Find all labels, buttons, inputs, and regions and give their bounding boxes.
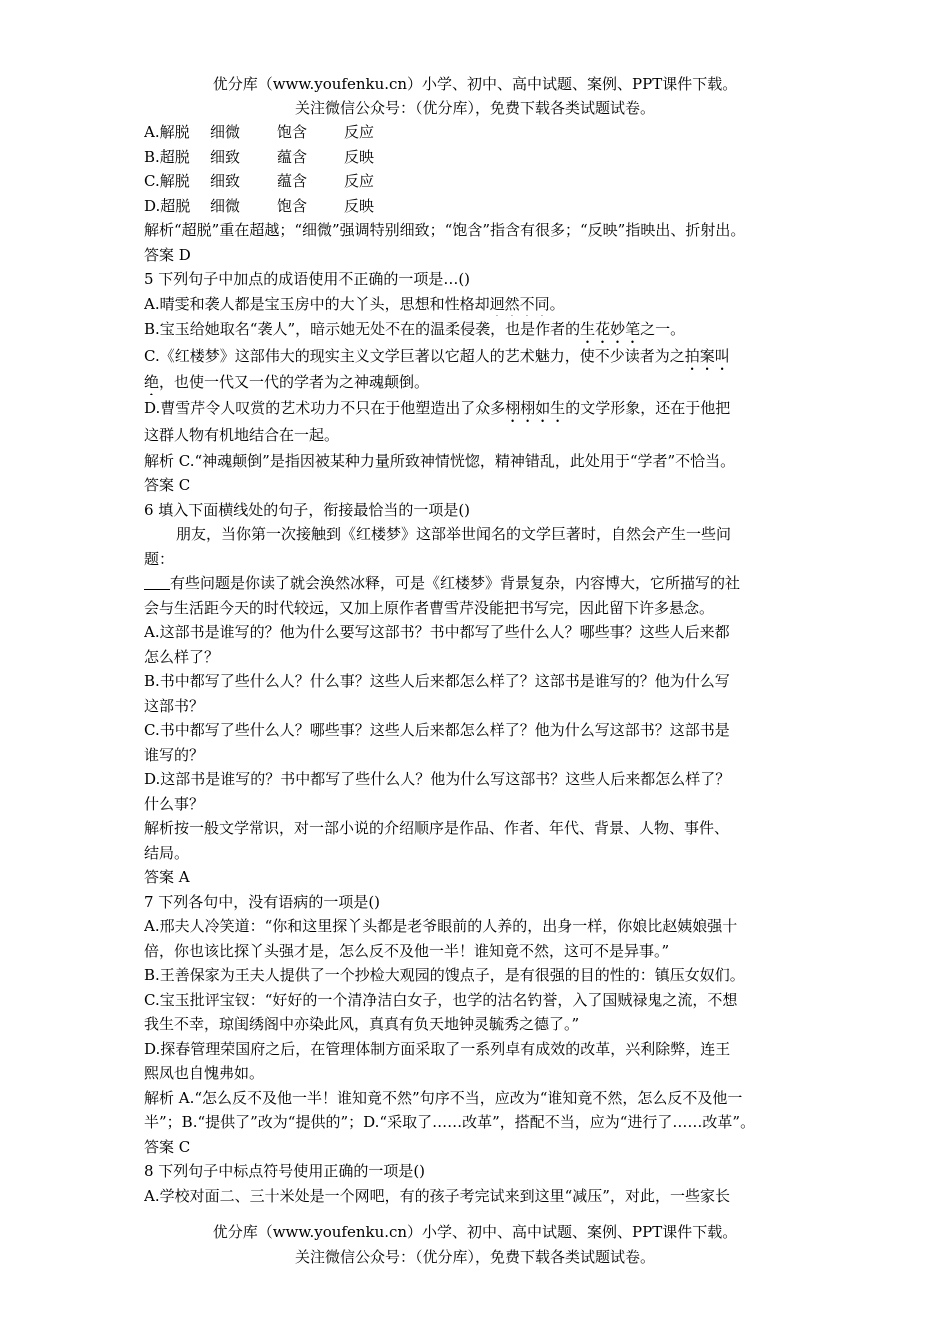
q6-option-c-line-2: 谁写的？ [144,745,205,764]
q6-passage-line-1: 朋友，当你第一次接触到《红楼梦》这部举世闻名的文学巨著时，自然会产生一些问 [176,525,732,543]
q7-option-a-line-1: A.邢夫人冷笑道：“你和这里探丫头都是老爷眼前的人养的，出身一样，你娘比赵姨娘强十 [144,917,738,935]
q6-analysis-line-1: 解析按一般文学常识，对一部小说的介绍顺序是作品、作者、年代、背景、人物、事件、 [144,819,730,837]
q6-stem: 6 填入下面横线处的句子，衔接最恰当的一项是() [144,500,471,519]
q6-option-b-line-2: 这部书？ [144,696,205,715]
q6-analysis-line-2: 结局。 [144,843,190,862]
q5-answer: 答案 C [144,476,191,494]
q4-answer: 答案 D [144,245,191,264]
emphasized-idiom: 迥然不同 [489,294,550,313]
emphasized-idiom: 生花妙笔 [580,320,641,338]
header-line-2: 关注微信公众号：（优分库），免费下载各类试题试卷。 [294,99,655,117]
emphasized-idiom: 拍案叫 [684,347,730,365]
q8-stem: 8 下列句子中标点符号使用正确的一项是() [144,1162,426,1180]
q6-option-d-line-2: 什么事？ [144,794,205,813]
q7-answer: 答案 C [144,1137,191,1156]
q6-option-b-line-1: B.书中都写了些什么人？什么事？这些人后来都怎么样了？这部书是谁写的？他为什么写 [144,672,730,690]
q5-stem: 5 下列句子中加点的成语使用不正确的一项是…() [144,270,471,288]
q6-answer: 答案 A [144,868,190,886]
header-line-1: 优分库（www.youfenku.cn）小学、初中、高中试题、案例、PPT课件下载。 [212,75,738,93]
q6-option-d-line-1: D.这部书是谁写的？书中都写了些什么人？他为什么写这部书？这些人后来都怎么样了？ [144,770,731,788]
footer-line-1: 优分库（www.youfenku.cn）小学、初中、高中试题、案例、PPT课件下载。 [212,1223,738,1241]
q7-stem: 7 下列各句中，没有语病的一项是() [144,892,381,911]
q6-passage-line-2: 题： [144,549,175,568]
q6-option-a-line-1: A.这部书是谁写的？他为什么要写这部书？书中都写了些什么人？哪些事？这些人后来都 [144,623,730,641]
footer-line-2: 关注微信公众号：（优分库），免费下载各类试题试卷。 [294,1248,655,1266]
emphasized-idiom: 绝 [144,373,160,391]
q7-option-a-line-2: 倍，你也该比探丫头强才是，怎么反不及他一半！谁知竟不然，这可不是异事。” [144,941,670,960]
fill-in-blank [144,573,170,590]
q6-passage-line-3: 有些问题是你读了就会涣然冰释，可是《红楼梦》背景复杂，内容博大，它所描写的社 [144,571,808,596]
q7-option-d-line-2: 熙凤也自愧弗如。 [144,1064,265,1082]
q5-option-d-line-1: D.曹雪芹令人叹赏的艺术功力不只在于他塑造出了众多栩栩如生的文学形象，还在于他把 [144,398,731,417]
q5-option-c-line-2: 绝，也使一代又一代的学者为之神魂颠倒。 [144,373,430,391]
q7-option-d-line-1: D.探春管理荣国府之后，在管理体制方面采取了一系列卓有成效的改革，兴利除弊，连王 [144,1039,731,1058]
q4-option-a: A.解脱 细微 饱含 反应 [144,123,375,141]
q5-option-c-line-1: C.《红楼梦》这部伟大的现实主义文学巨著以它超人的艺术魅力，使不少读者为之拍案叫 [144,347,730,365]
q5-option-b: B.宝玉给她取名“袭人”，暗示她无处不在的温柔侵袭，也是作者的生花妙笔之一。 [144,320,686,338]
q6-passage-line-4: 会与生活距今天的时代较远，又加上原作者曹雪芹没能把书写完，因此留下许多悬念。 [144,598,715,617]
q6-option-c-line-1: C.书中都写了些什么人？哪些事？这些人后来都怎么样了？他为什么写这部书？这部书是 [144,721,730,739]
emphasized-idiom: 栩栩如生 [505,398,566,417]
q5-analysis: 解析 C.“神魂颠倒”是指因被某种力量所致神情恍惚，精神错乱，此处用于“学者”不恰当。 [144,451,736,470]
q5-option-d-line-2: 这群人物有机地结合在一起。 [144,425,340,444]
q7-option-c-line-2: 我生不幸，琼闺绣阁中亦染此风，真真有负天地钟灵毓秀之德了。” [144,1015,580,1033]
q4-analysis: 解析“超脱”重在超越；“细微”强调特别细致；“饱含”指含有很多；“反映”指映出、折射出。 [144,221,746,239]
q4-option-c: C.解脱 细致 蕴含 反应 [144,172,375,190]
q5-option-a: A.晴雯和袭人都是宝玉房中的大丫头，思想和性格却迥然不同。 [144,294,565,313]
q7-option-c-line-1: C.宝玉批评宝钗：“好好的一个清净洁白女子，也学的沽名钓誉，入了国贼禄鬼之流，不想 [144,990,738,1009]
q4-option-d: D.超脱 细微 饱含 反映 [144,196,375,215]
q4-option-b: B.超脱 细致 蕴含 反映 [144,147,375,166]
q7-analysis-line-1: 解析 A.“怎么反不及他一半！谁知竟不然”句序不当，应改为“谁知竟不然，怎么反不及他一 [144,1088,743,1107]
q7-option-b: B.王善保家为王夫人提供了一个抄检大观园的馊点子，是有很强的目的性的：镇压女奴们。 [144,966,745,984]
document-body [144,120,808,1208]
q6-option-a-line-2: 怎么样了？ [144,647,220,666]
q7-analysis-line-2: 半”；B.“提供了”改为“提供的”；D.“采取了……改革”，搭配不当，应为“进行了……改革”。 [144,1113,756,1131]
q8-option-a-line-1: A.学校对面二、三十米处是一个网吧，有的孩子考完试来到这里“减压”，对此，一些家长 [144,1186,730,1205]
